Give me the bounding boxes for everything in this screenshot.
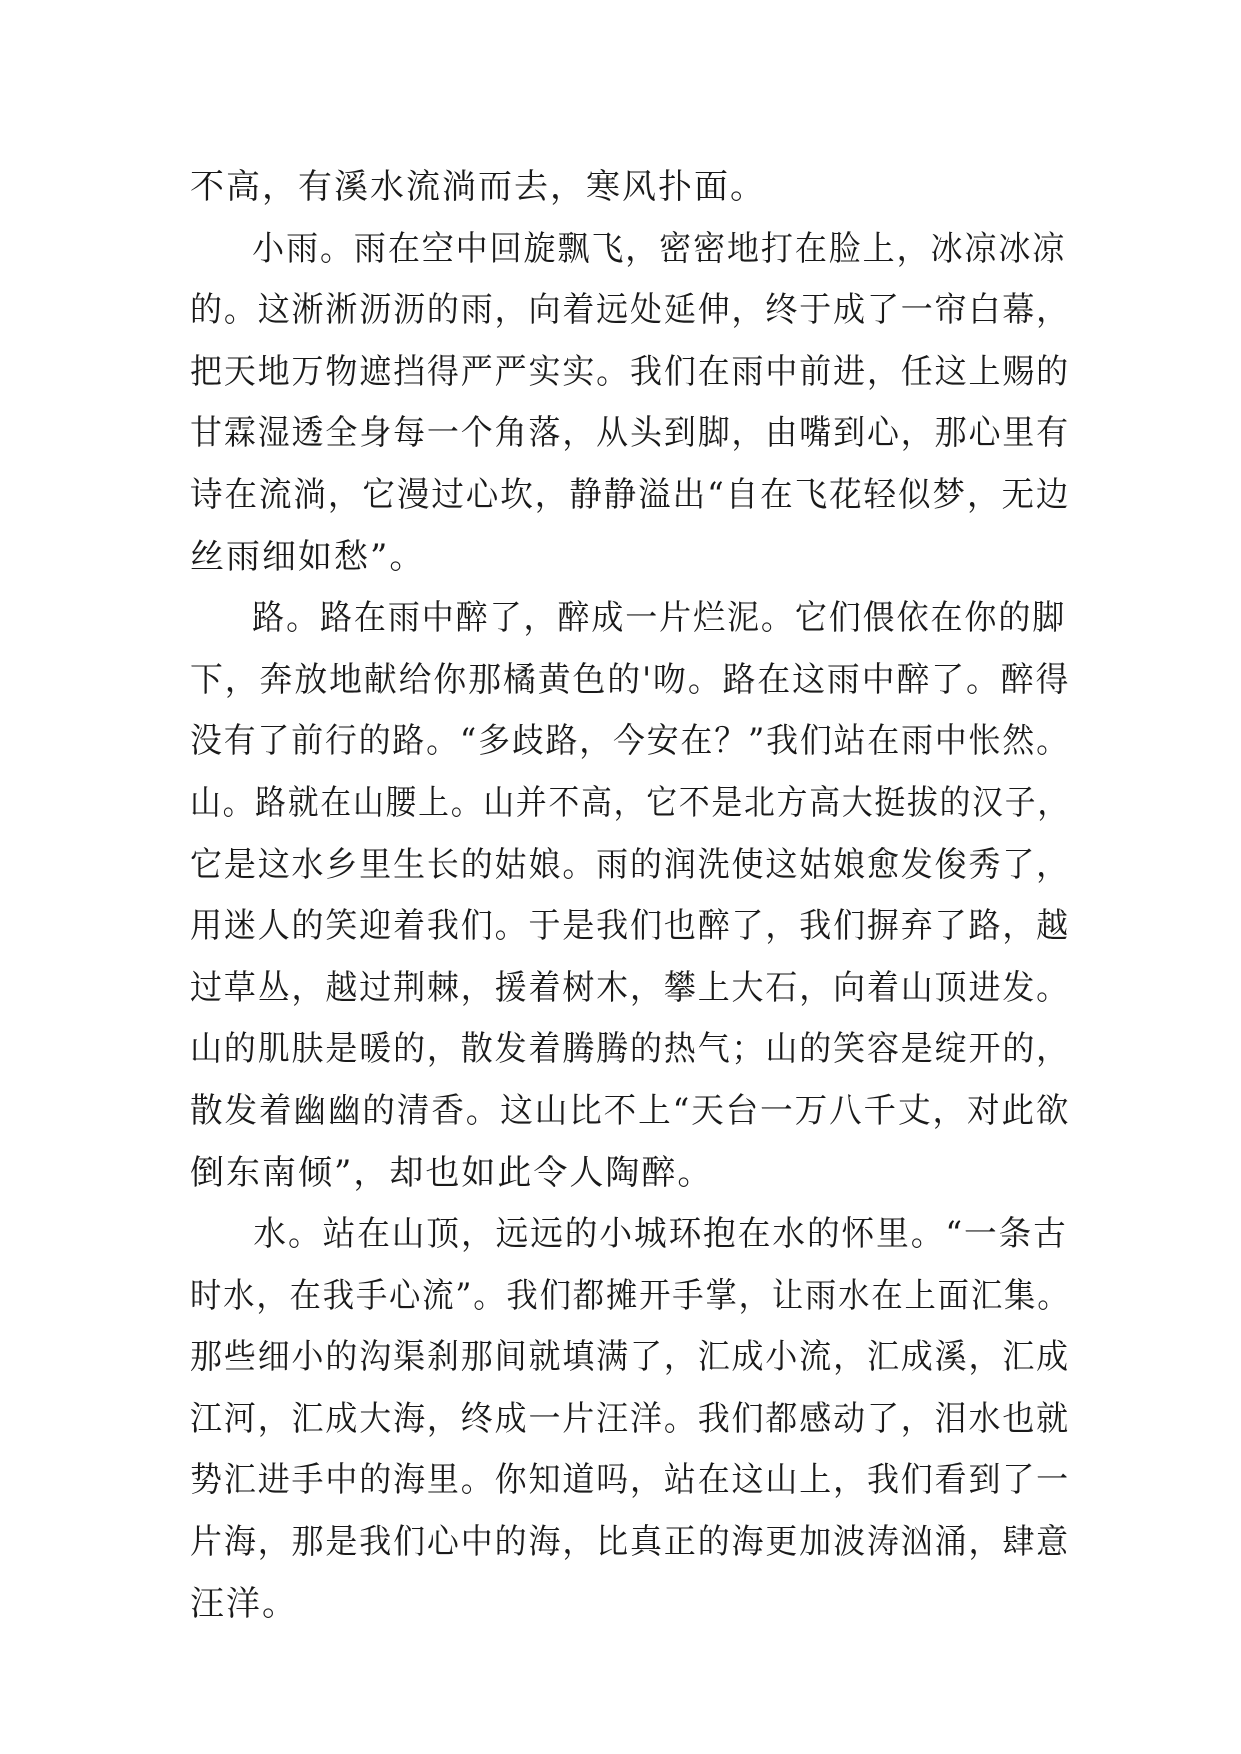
- text-line: 片海，那是我们心中的海，比真正的海更加波涛汹涌，肆意: [190, 1522, 1071, 1563]
- text-line: 小雨。雨在空中回旋飘飞，密密地打在脸上，冰凉冰凉: [252, 228, 1067, 269]
- text-line: 丝雨细如愁”。: [190, 536, 426, 577]
- text-line: 那些细小的沟渠刹那间就填满了，汇成小流，汇成溪，汇成: [190, 1337, 1071, 1378]
- text-line: 山的肌肤是暖的，散发着腾腾的热气；山的笑容是绽开的，: [190, 1029, 1071, 1070]
- text-line: 路。路在雨中醉了，醉成一片烂泥。它们偎依在你的脚: [252, 598, 1067, 639]
- text-line: 甘霖湿透全身每一个角落，从头到脚，由嘴到心，那心里有: [190, 413, 1071, 454]
- text-line: 散发着幽幽的清香。这山比不上“天台一万八千丈，对此欲: [190, 1090, 1071, 1131]
- text-line: 山。路就在山腰上。山并不高，它不是北方高大挺拔的汉子，: [190, 782, 1070, 823]
- text-line: 的。这淅淅沥沥的雨，向着远处延伸，终于成了一帘白幕，: [190, 290, 1071, 331]
- text-line: 诗在流淌，它漫过心坎，静静溢出“自在飞花轻似梦，无边: [190, 474, 1071, 515]
- text-line: 汪洋。: [190, 1583, 298, 1624]
- text-line: 过草丛，越过荆棘，援着树木，攀上大石，向着山顶进发。: [190, 967, 1071, 1008]
- text-line: 不高，有溪水流淌而去，寒风扑面。: [190, 167, 766, 207]
- text-line: 水。站在山顶，远远的小城环抱在水的怀里。“一条古: [253, 1214, 1068, 1255]
- text-line: 时水，在我手心流”。我们都摊开手掌，让雨水在上面汇集。: [190, 1275, 1071, 1316]
- text-line: 用迷人的笑迎着我们。于是我们也醉了，我们摒弃了路，越: [190, 906, 1071, 947]
- text-line: 倒东南倾”，却也如此令人陶醉。: [190, 1152, 714, 1193]
- body-text: [190, 157, 1070, 1635]
- text-line: 没有了前行的路。“多歧路，今安在？”我们站在雨中怅然。: [190, 721, 1070, 762]
- text-line: 江河，汇成大海，终成一片汪洋。我们都感动了，泪水也就: [190, 1398, 1071, 1439]
- text-line: 下，奔放地献给你那橘黄色的'吻。路在这雨中醉了。醉得: [190, 659, 1071, 700]
- text-line: 把天地万物遮挡得严严实实。我们在雨中前进，任这上赐的: [190, 351, 1071, 392]
- text-line: 它是这水乡里生长的姑娘。雨的润洗使这姑娘愈发俊秀了，: [190, 844, 1071, 885]
- text-line: 势汇进手中的海里。你知道吗，站在这山上，我们看到了一: [190, 1460, 1071, 1501]
